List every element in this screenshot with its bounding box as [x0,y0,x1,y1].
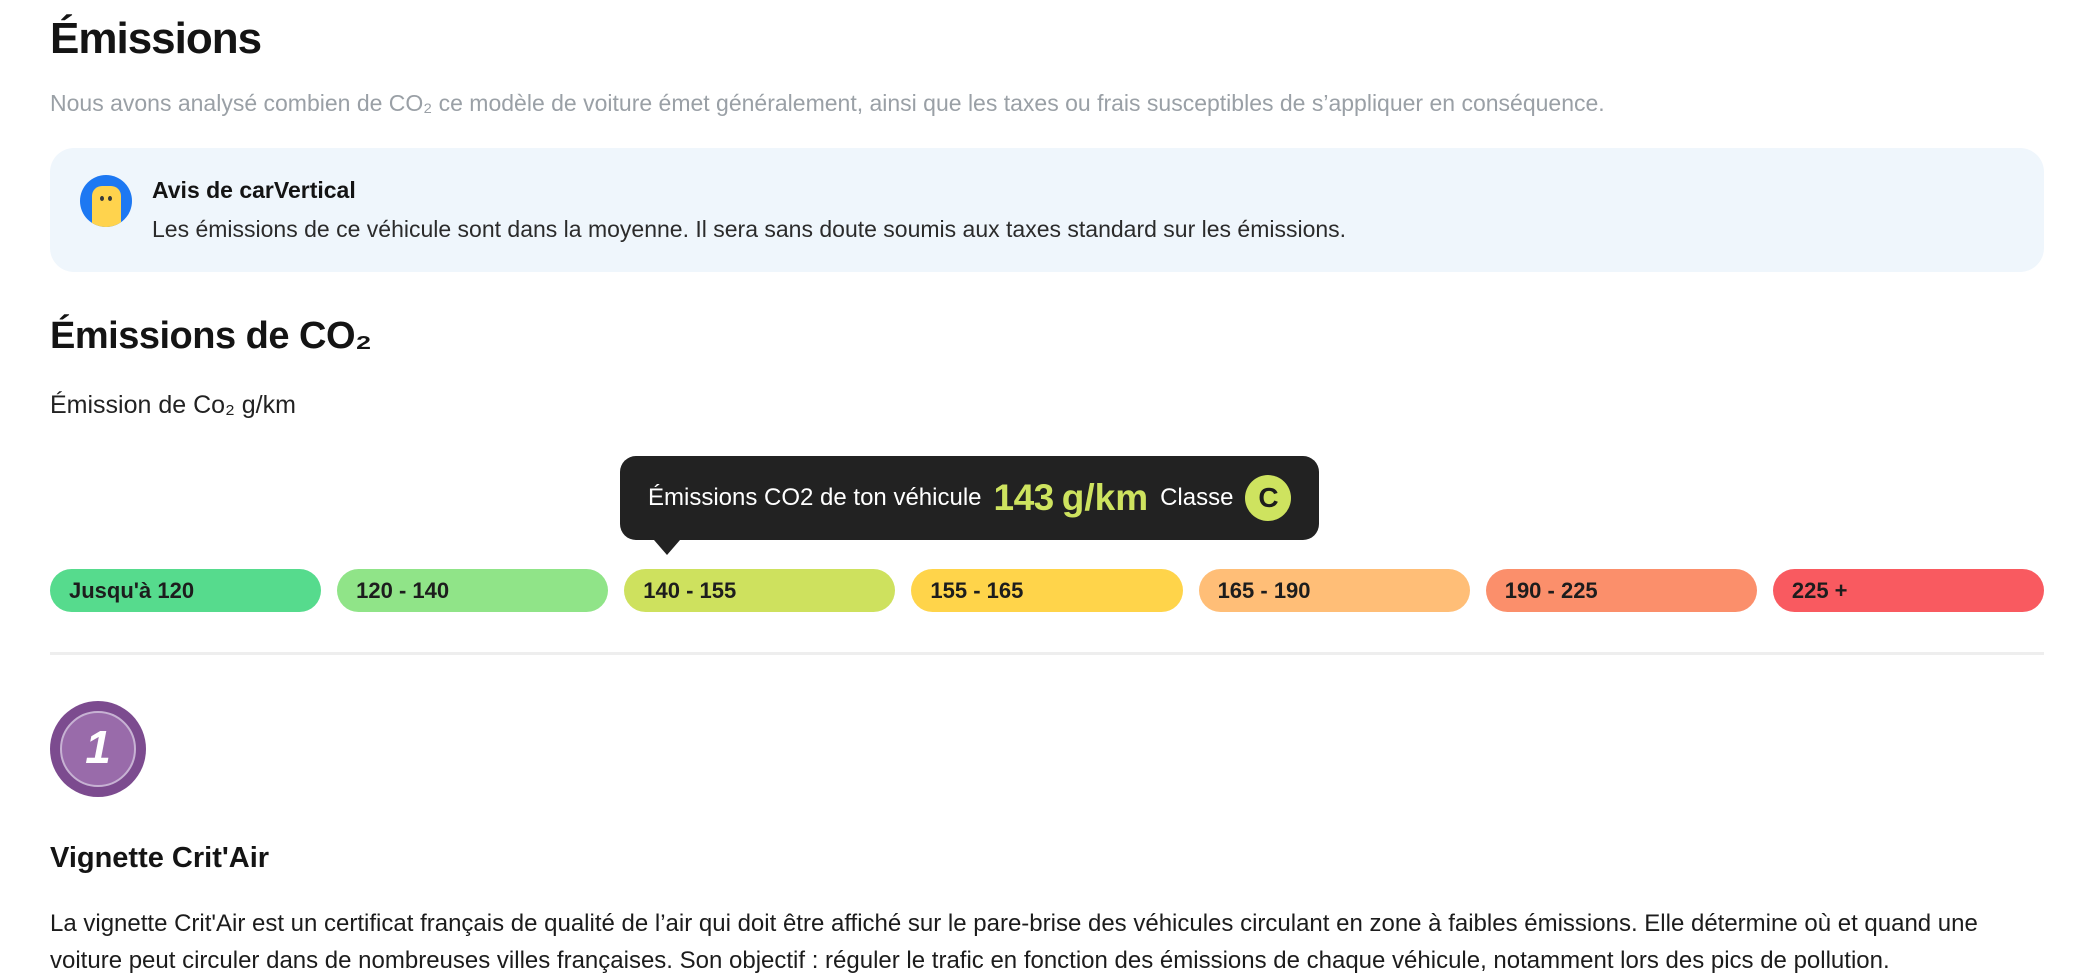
co2-axis-label: Émission de Co₂ g/km [50,391,296,420]
advice-title: Avis de carVertical [152,177,356,204]
emission-range-label: 225 + [1791,577,1848,603]
tooltip-label: Émissions CO2 de ton véhicule [648,484,982,512]
co2-scale-chart [50,456,2044,612]
carvertical-mascot-icon [80,175,132,227]
critair-section-heading: Vignette Crit'Air [50,842,270,875]
emission-range-pill [1486,569,1757,612]
emission-range-pill [624,569,895,612]
emission-range-label: 190 - 225 [1504,577,1598,603]
page-title: Émissions [50,14,262,63]
section-divider [50,652,2044,655]
emission-class-badge: C [1245,475,1291,521]
emission-range-label: 165 - 190 [1217,577,1311,603]
emission-range-pill [911,569,1182,612]
emission-range-label: Jusqu'à 120 [69,577,195,603]
emission-range-pill [1199,569,1470,612]
emission-range-pill [1773,569,2044,612]
critair-badge-number: 1 [85,721,111,774]
page-subtitle: Nous avons analysé combien de CO₂ ce modèle de voiture émet généralement, ainsi que les taxes ou frais susceptibles de s’appliquer en conséquence. [50,89,1605,116]
carvertical-advice-box [50,148,2044,271]
mascot-face-icon [92,186,121,227]
emission-scale [50,569,2044,612]
emission-range-label: 120 - 140 [356,577,450,603]
emission-range-pill [337,569,608,612]
critair-class-1-badge-icon [50,701,146,797]
critair-section-paragraph: La vignette Crit'Air est un certificat français de qualité de l’air qui doit être affiché sur le pare-brise des véhicules circulant en zone à faibles émissions. Elle détermine où et quand une voiture peut circuler dans de nombreuses villes françaises. Son objectif : réguler le trafic en fonction des émissions de chaque véhicule, notamment lors des pics de pollution. [50,909,1978,974]
emission-range-label: 155 - 165 [930,577,1024,603]
advice-content [152,175,1346,244]
tooltip-value: 143 [993,477,1054,519]
tooltip-class-label: Classe [1160,484,1234,512]
emission-range-label: 140 - 155 [643,577,737,603]
co2-section-heading: Émissions de CO₂ [50,314,372,357]
advice-text: Les émissions de ce véhicule sont dans la moyenne. Il sera sans doute soumis aux taxes standard sur les émissions. [152,216,1347,243]
co2-value-tooltip [620,456,1319,540]
emission-range-pill [50,569,321,612]
tooltip-unit: g/km [1061,477,1149,519]
critair-badge-inner [60,711,136,787]
